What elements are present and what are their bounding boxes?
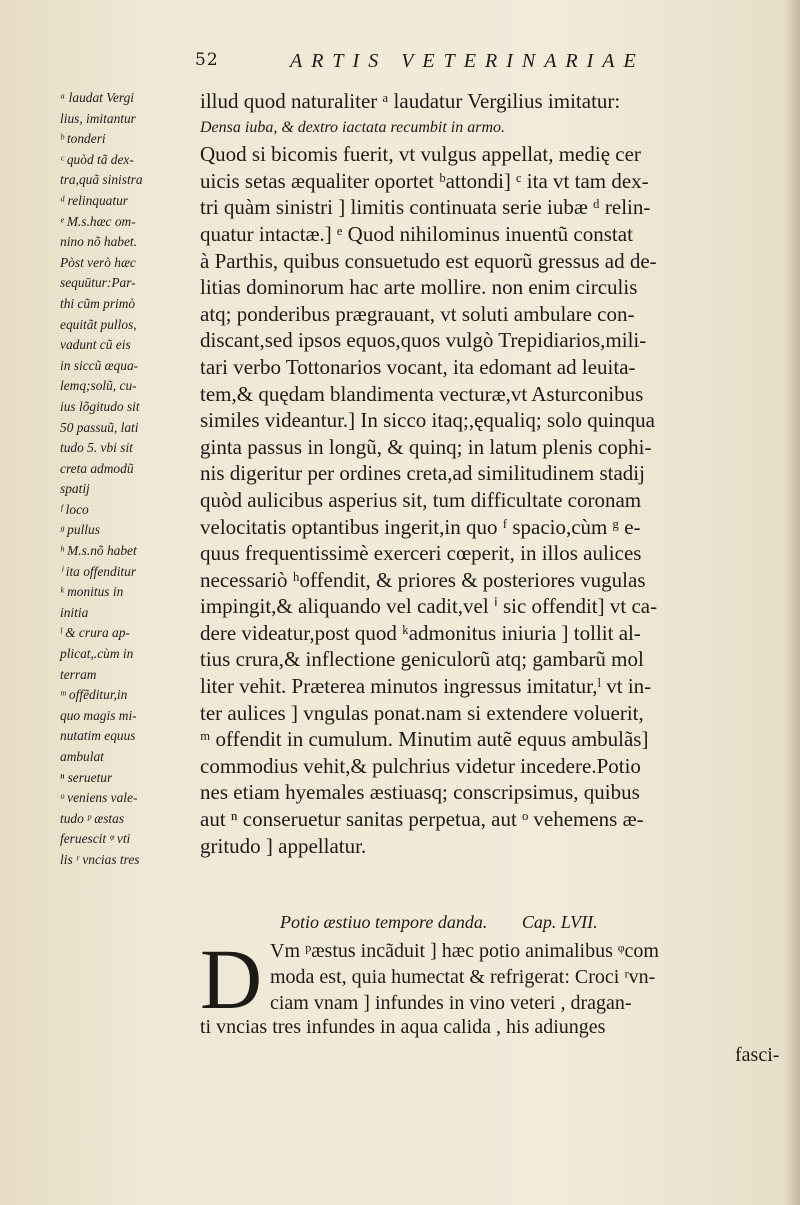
margin-note: tudo ᵖ æstas: [60, 810, 125, 826]
margin-note: tra,quã sinistra: [60, 172, 143, 188]
drop-capital: D: [200, 931, 263, 1027]
text-line: discant,sed ipsos equos,quos vulgò Trepidiarios,mili-: [200, 328, 647, 353]
text-line: quòd aulicibus asperius sit, tum difficultate coronam: [200, 487, 642, 512]
margin-note: feruescit ᵠ vti: [60, 831, 131, 847]
text-line: à Parthis, quibus consuetudo est equorũ gressus ad de-: [200, 248, 657, 273]
margin-note: ʰ M.s.nõ habet: [60, 543, 137, 559]
text-line: velocitatis optantibus ingerit,in quo ᶠ spacio,cùm ᵍ e-: [200, 514, 641, 539]
text-line: gritudo ] appellatur.: [200, 833, 367, 858]
margin-note: nino nõ habet.: [60, 234, 137, 250]
text-line: dere videatur,post quod ᵏadmonitus iniuria ] tollit al-: [200, 620, 641, 645]
margin-note: lis ʳ vncias tres: [60, 851, 140, 867]
text-line: Quod si bicomis fuerit, vt vulgus appellat, medię cer: [200, 142, 641, 167]
text-line: quus frequentissimè exerceri cœperit, in illos aulices: [200, 541, 642, 566]
margin-note: vadunt cũ eis: [60, 337, 131, 353]
margin-note: 50 passuũ, lati: [60, 419, 139, 435]
catchword: fasci-: [735, 1044, 780, 1066]
text-line: atq; ponderibus prægrauant, vt soluti ambulare con-: [200, 301, 635, 326]
text-line: tem,& quędam blandimenta vecturæ,vt Asturconibus: [200, 381, 644, 406]
margin-note: thi cũm primò: [60, 295, 136, 311]
margin-note: ius lõgitudo sit: [60, 398, 140, 414]
text-line: tius crura,& inflectione geniculorũ atq; gambarũ mol: [200, 647, 644, 672]
text-line: illud quod naturaliter ᵃ laudatur Vergilius imitatur:: [200, 89, 621, 113]
margin-note: plicat,.cùm in: [60, 646, 134, 662]
margin-note: ᶠ loco: [60, 501, 89, 517]
margin-note: creta admodũ: [60, 460, 134, 476]
text-line: moda est, quia humectat & refrigerat: Croci ʳvn-: [270, 966, 656, 988]
margin-note: ᵒ veniens vale-: [60, 790, 138, 806]
margin-note: ⁱ ita offenditur: [60, 563, 137, 579]
text-line: tari verbo Tottonarios vocant, ita edomant ad leuita-: [200, 354, 636, 379]
margin-note: sequūtur:Par-: [60, 275, 136, 291]
text-line: similes videantur.] In sicco itaq;,ęqualiq; solo quinqua: [200, 408, 655, 433]
margin-note: ᵏ monitus in: [60, 584, 124, 600]
margin-note: ᵈ relinquatur: [60, 192, 129, 208]
marginal-notes: [60, 88, 198, 871]
page-header: [195, 50, 755, 80]
margin-note: lemq;solũ, cu-: [60, 378, 137, 394]
text-line: ᵐ offendit in cumulum. Minutim autẽ equus ambulãs]: [200, 727, 649, 752]
text-line: liter vehit. Præterea minutos ingressus imitatur,ˡ vt in-: [200, 674, 652, 699]
margin-note: in siccũ æqua-: [60, 357, 139, 373]
margin-note: ᵐ offẽditur,in: [60, 687, 128, 703]
verse-quotation: Densa iuba, & dextro iactata recumbit in armo.: [200, 118, 505, 136]
text-line: uicis setas æqualiter oportet ᵇattondi] ᶜ ita vt tam dex-: [200, 168, 649, 193]
margin-note: equitãt pullos,: [60, 316, 137, 332]
text-line: commodius vehit,& pulchrius videtur incedere.Potio: [200, 753, 641, 778]
text-line: ginta passus in longũ, & quinq; in latum plenis cophi-: [200, 434, 652, 459]
margin-note: ⁿ seruetur: [60, 769, 113, 785]
last-text-line-block: [200, 1014, 780, 1040]
margin-note: nutatim equus: [60, 728, 136, 744]
margin-note: quo magis mi-: [60, 707, 137, 723]
text-line: litias dominorum hac arte mollire. non enim circulis: [200, 275, 638, 300]
text-line: quatur intactæ.] ᵉ Quod nihilominus inuentũ constat: [200, 221, 633, 246]
last-text-line: ti vncias tres infundes in aqua calida , his adiunges: [200, 1016, 606, 1038]
chapter-opening-text: [270, 938, 790, 1016]
text-line: ter aulices ] vngulas ponat.nam si extendere voluerit,: [200, 700, 644, 725]
margin-note: ᵍ pullus: [60, 522, 100, 538]
margin-note: lius, imitantur: [60, 110, 136, 126]
text-line: impingit,& aliquando vel cadit,vel ⁱ sic offendit] vt ca-: [200, 594, 658, 619]
running-title: ARTIS VETERINARIAE: [290, 50, 645, 72]
text-line: nes etiam hyemales æstiuasq; conscripsimus, quibus: [200, 780, 640, 805]
page-edge-shadow: [784, 0, 800, 1205]
margin-note: Pòst verò hæc: [60, 254, 136, 270]
margin-note: ambulat: [60, 749, 104, 764]
chapter-number: Cap. LVII.: [521, 912, 598, 932]
text-line: aut ⁿ conseruetur sanitas perpetua, aut ᵒ vehemens æ-: [200, 807, 644, 832]
text-line: Vm ᵖæstus incãduit ] hæc potio animalibus ᵠcom: [270, 940, 659, 962]
chapter-heading: [280, 912, 760, 933]
main-text: [200, 88, 780, 859]
text-line: necessariò ʰoffendit, & priores & posteriores vugulas: [200, 567, 646, 592]
margin-note: spatij: [60, 481, 90, 497]
margin-note: initia: [60, 604, 89, 620]
text-line: tri quàm sinistri ] limitis continuata serie iubæ ᵈ relin-: [200, 195, 651, 220]
margin-note: ᵉ M.s.hæc om-: [60, 213, 136, 229]
margin-note: ᵃ laudat Vergi: [60, 90, 135, 105]
chapter-title: Potio æstiuo tempore danda.: [280, 912, 488, 932]
margin-note: ᵇ tonderi: [60, 131, 106, 147]
margin-note: ˡ & crura ap-: [60, 625, 130, 641]
margin-note: ᶜ quòd tã dex-: [60, 151, 134, 167]
text-line: nis digeritur per ordines creta,ad similitudinem stadij: [200, 461, 645, 486]
margin-note: tudo 5. vbi sit: [60, 440, 133, 456]
page-number: 52: [195, 50, 219, 70]
margin-note: terram: [60, 666, 97, 682]
text-line: ciam vnam ] infundes in vino veteri , dragan-: [270, 992, 632, 1014]
